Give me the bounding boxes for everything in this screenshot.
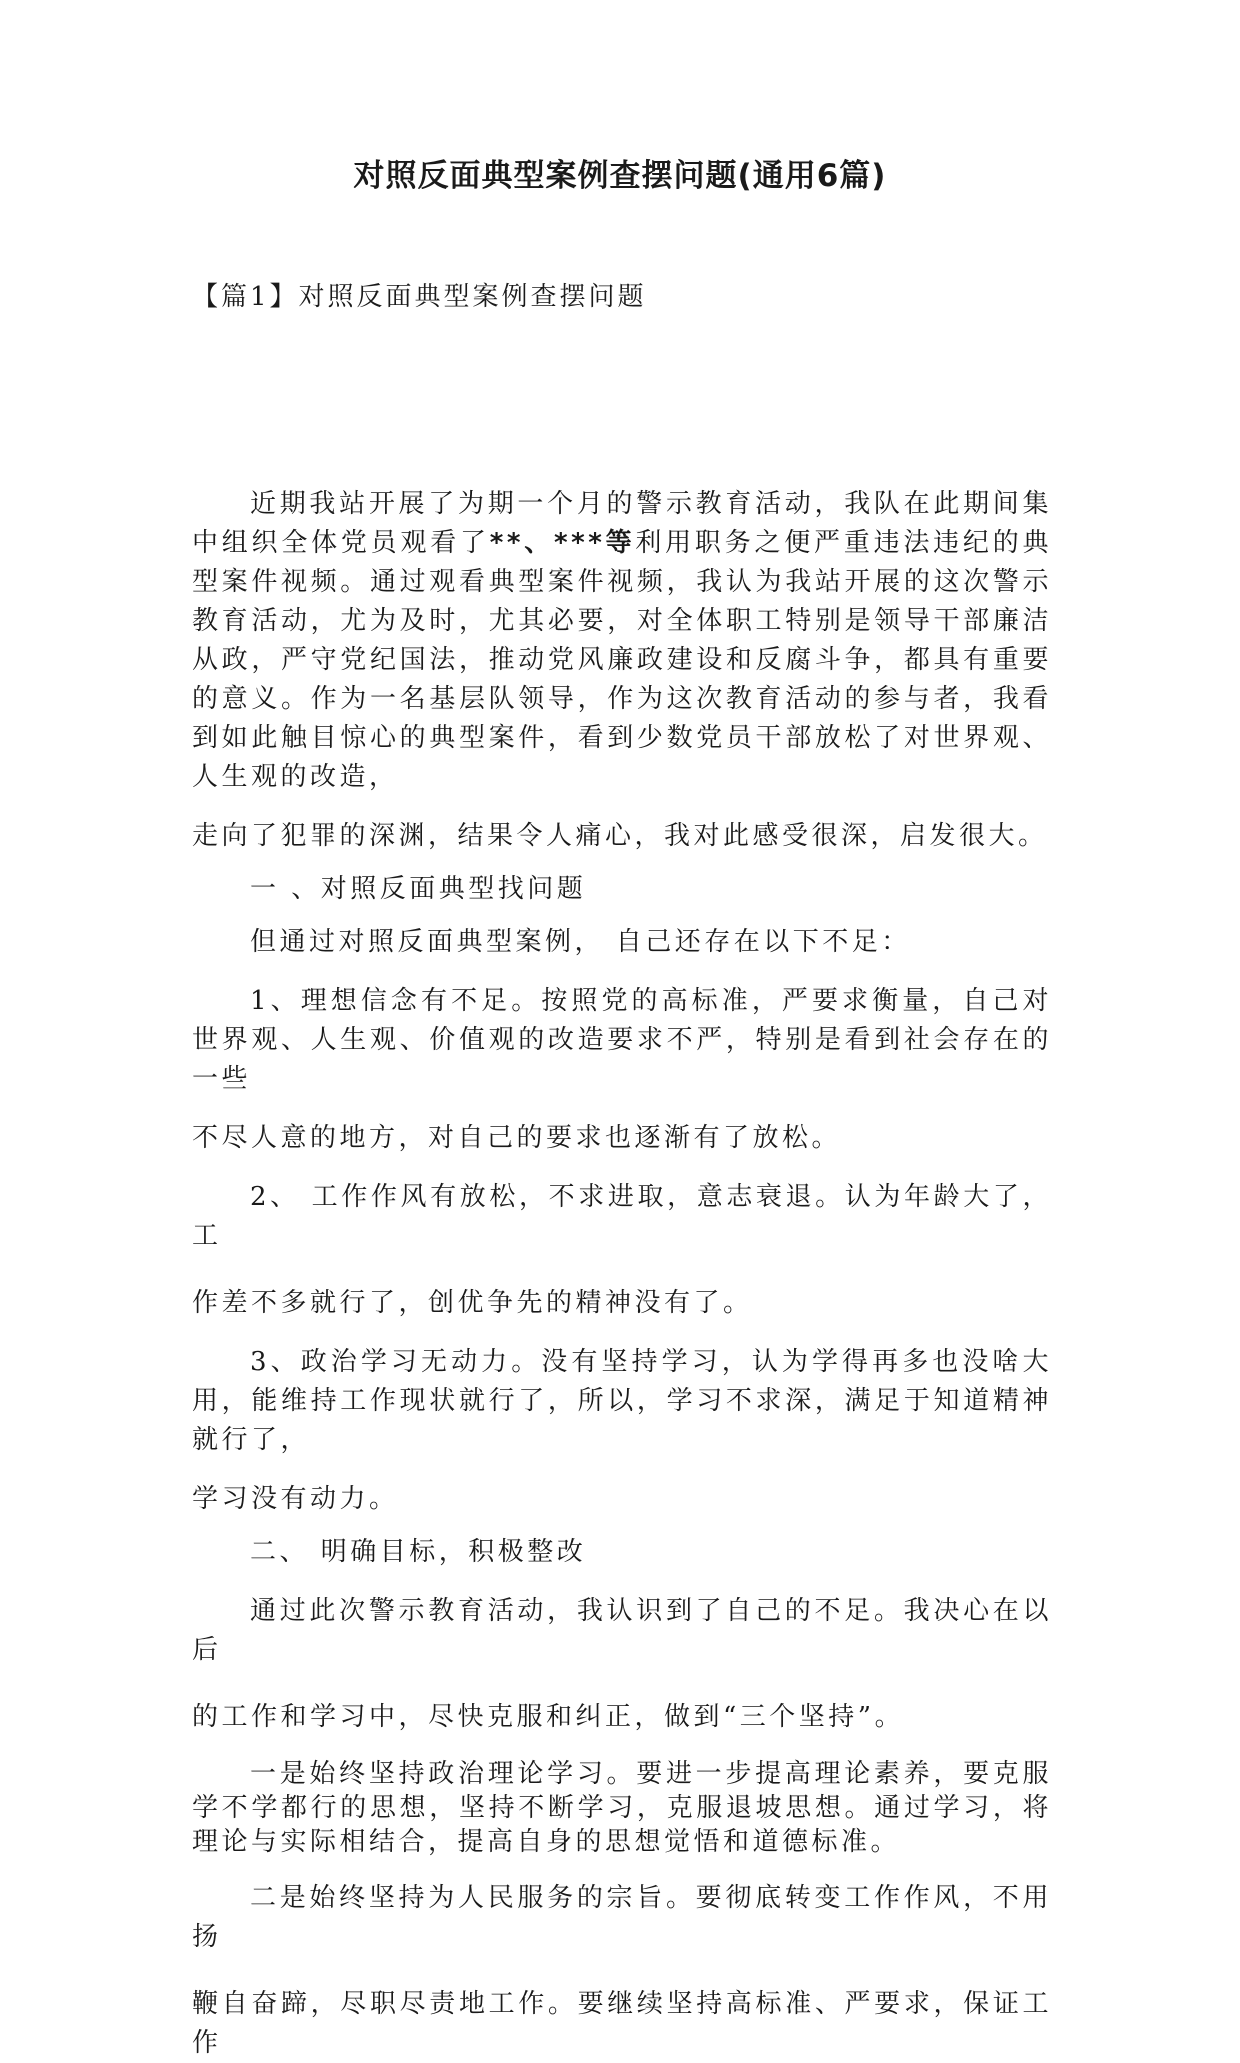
paragraph-item-2: 2、 工作作风有放松，不求进取，意志衰退。认为年龄大了，工 — [192, 1182, 1052, 1251]
paragraph-item-3: 3、政治学习无动力。没有坚持学习，认为学得再多也没啥大用，能维持工作现状就行了，所以，学习不求深，满足于知道精神就行了， — [192, 1347, 1052, 1455]
paragraph-resolve: 通过此次警示教育活动，我认识到了自己的不足。我决心在以后 — [192, 1596, 1052, 1665]
paragraph-shortcomings-intro: 但通过对照反面典型案例， 自己还存在以下不足： — [250, 927, 911, 957]
paragraph-item-2-end: 作差不多就行了，创优争先的精神没有了。 — [192, 1288, 753, 1318]
paragraph-resolve-end: 的工作和学习中，尽快克服和纠正，做到“三个坚持”。 — [192, 1702, 905, 1732]
paragraph-text: 近期我站开展了为期一个月的警示教育活动，我队在此期间集中组织全体党员观看了 — [192, 489, 1052, 558]
heading-find-problems: 一 、对照反面典型找问题 — [250, 874, 587, 904]
section-heading: 【篇1】对照反面典型案例查摆问题 — [192, 282, 647, 312]
paragraph-intro — [192, 485, 1052, 797]
paragraph-text: 利用职务之便严重违法违纪的典型案件视频。通过观看典型案件视频，我认为我站开展的这次警示教育活动，尤为及时，尤其必要，对全体职工特别是领导干部廉洁从政，严守党纪国法，推动党风廉政建设和反腐斗争，都具有重要的意义。作为一名基层队领导，作为这次教育活动的参与者，我看到如此触目惊心的典型案件，看到少数党员干部放松了对世界观、人生观的改造， — [192, 528, 1052, 792]
paragraph-item-1: 1、理想信念有不足。按照党的高标准，严要求衡量，自己对世界观、人生观、价值观的改造要求不严，特别是看到社会存在的一些 — [192, 986, 1052, 1094]
paragraph-item-1-end: 不尽人意的地方，对自己的要求也逐渐有了放松。 — [192, 1123, 842, 1153]
document-body — [192, 485, 1052, 2063]
paragraph-persist-service: 二是始终坚持为人民服务的宗旨。要彻底转变工作作风，不用扬 — [192, 1883, 1052, 1952]
document-title: 对照反面典型案例查摆问题(通用6篇) — [353, 158, 887, 194]
paragraph-intro-end: 走向了犯罪的深渊，结果令人痛心，我对此感受很深，启发很大。 — [192, 821, 1048, 851]
paragraph-persist-study: 一是始终坚持政治理论学习。要进一步提高理论素养，要克服学不学都行的思想，坚持不断学习，克服退坡思想。通过学习，将理论与实际相结合，提高自身的思想觉悟和道德标准。 — [192, 1759, 1052, 1857]
bold-text: **、***等 — [489, 528, 636, 558]
paragraph-persist-service-cont: 鞭自奋蹄，尽职尽责地工作。要继续坚持高标准、严要求，保证工作 — [192, 1989, 1052, 2058]
heading-rectify: 二、 明确目标，积极整改 — [250, 1537, 587, 1567]
paragraph-item-3-end: 学习没有动力。 — [192, 1484, 399, 1514]
